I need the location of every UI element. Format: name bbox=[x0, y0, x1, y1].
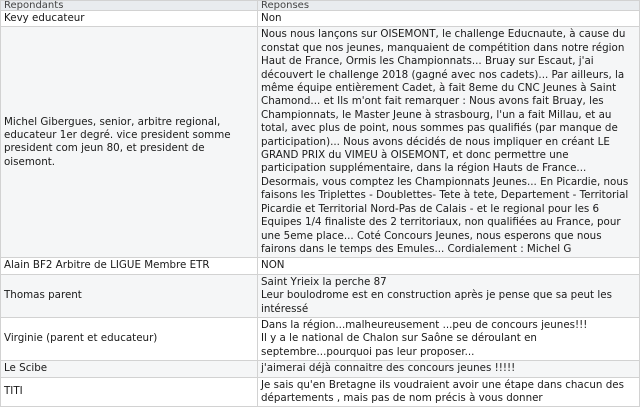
response-cell: NON bbox=[258, 258, 640, 274]
response-cell: Je sais qu'en Bretagne ils voudraient avoir une étape dans chacun des départements , mais pas de nom précis à vous donner bbox=[258, 377, 640, 407]
response-cell: j'aimerai déjà connaitre des concours jeunes !!!!! bbox=[258, 361, 640, 377]
table-row bbox=[1, 27, 640, 258]
header-response: Reponses bbox=[258, 1, 640, 11]
respondent-cell: Kevy educateur bbox=[1, 11, 258, 27]
respondent-cell: Alain BF2 Arbitre de LIGUE Membre ETR bbox=[1, 258, 258, 274]
respondent-cell: TITI bbox=[1, 377, 258, 407]
table-row bbox=[1, 258, 640, 274]
response-cell: Non bbox=[258, 11, 640, 27]
response-cell: Nous nous lançons sur OISEMONT, le challenge Educnaute, à cause du constat que nos jeunes, manquaient de compétition dans notre région Haut de France, Ormis les Championnats... Bruay sur Escaut, j'ai découvert le challenge 2018 (gagné avec nos cadets)... Par ailleurs, la même équipe entièrement Cadet, à fait 8eme du CNC Jeunes à Saint Chamond... et Ils m'ont fait remarquer : Nous avons fait Bruay, les Championnats, le Master Jeune à strasbourg, l'un a fait Millau, et au total, avec plus de point, nous sommes pas qualifiés (par manque de participation)... Nous avons décidés de nous impliquer en créant LE GRAND PRIX du VIMEU à OISEMONT, et donc permettre une participation supplémentaire, dans la région Hauts de France... Desormais, vous comptez les Championnats Jeunes... En Picardie, nous faisons les Triplettes - Doublettes- Tete à tete, Departement - Territorial Picardie et Territorial Nord-Pas de Calais - et le regional pour les 6 Equipes 1/4 finaliste des 2 territoriaux, non qualifiées au France, pour une 5eme place... Coté Concours Jeunes, nous esperons que nous fairons dans le temps des Emules... Cordialement : Michel G bbox=[258, 27, 640, 258]
response-cell: Saint Yrieix la perche 87 Leur boulodrome est en construction après je pense que sa peut les intéressé bbox=[258, 274, 640, 317]
response-cell: Dans la région...malheureusement ...peu de concours jeunes!!! Il y a le national de Chalon sur Saône se déroulant en septembre...pourquoi pas leur proposer... bbox=[258, 317, 640, 360]
table-row bbox=[1, 377, 640, 407]
table-row bbox=[1, 361, 640, 377]
table-row bbox=[1, 274, 640, 317]
respondent-cell: Michel Gibergues, senior, arbitre regional, educateur 1er degré. vice president somme president com jeun 80, et president de oisemont. bbox=[1, 27, 258, 258]
table-row bbox=[1, 317, 640, 360]
respondent-cell: Virginie (parent et educateur) bbox=[1, 317, 258, 360]
table-header-row bbox=[1, 1, 640, 11]
respondent-cell: Thomas parent bbox=[1, 274, 258, 317]
respondent-cell: Le Scibe bbox=[1, 361, 258, 377]
header-respondent: Repondants bbox=[1, 1, 258, 11]
table-row bbox=[1, 11, 640, 27]
